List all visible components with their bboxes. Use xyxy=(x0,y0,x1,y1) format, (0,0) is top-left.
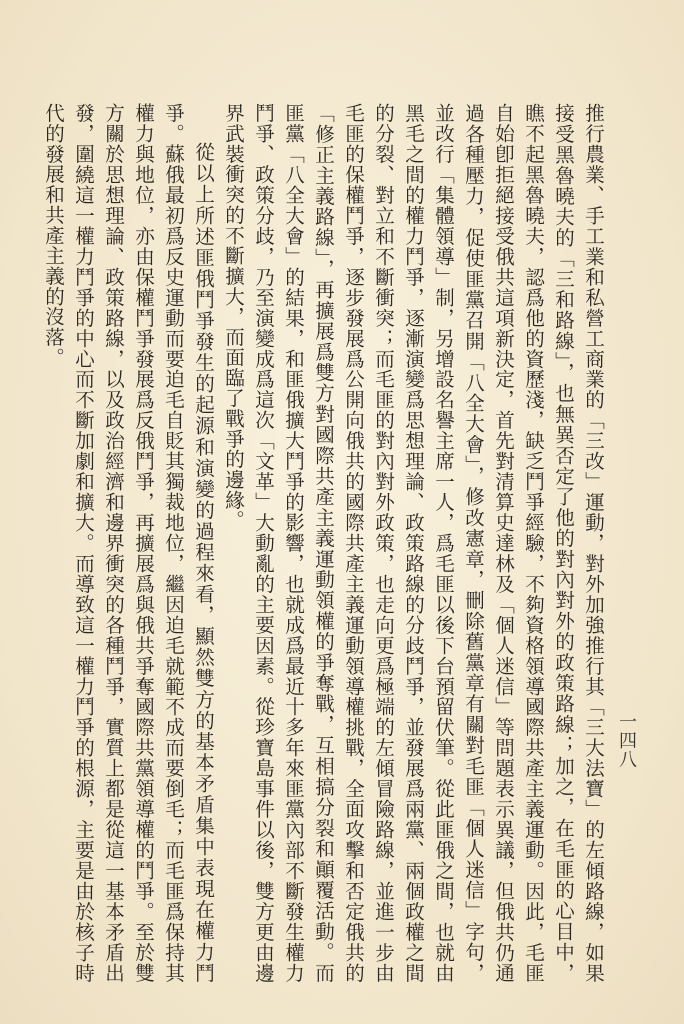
page-number: 一四八 xyxy=(616,712,637,769)
body-text xyxy=(38,103,608,983)
paragraph-2: 從以上所述匪俄鬥爭發生的起源和演變的過程來看，顯然雙方的基本矛盾集中表現在權力鬥爭。蘇俄最初爲反史運動而要迫毛自貶其獨裁地位，繼因迫毛就範不成而要倒毛；而毛匪爲保持其權力與地位，亦由保權鬥爭發展爲反俄鬥爭，再擴展爲與俄共爭奪國際共黨領導權的鬥爭。至於雙方關於思想理論、政策路線，以及政治經濟和邊界衝突的各種鬥爭，實質上都是從這一基本矛盾出發，圍繞這一權力鬥爭的中心而不斷加劇和擴大。而導致這一權力鬥爭的根源，主要是由於核子時代的發展和共產主義的沒落。 xyxy=(42,103,215,983)
paragraph-1: 推行農業、手工業和私營工商業的「三改」運動，對外加強推行其「三大法寶」的左傾路線，如果接受黑魯曉夫的「三和路線」，也無異否定了他的對內對外的政策路線；加之，在毛匪的心目中，瞧不起黑魯曉夫，認爲他的資歷淺，缺乏鬥爭經驗，不夠資格領導國際共產主義運動。因此，毛匪自始卽拒絕接受俄共這項新決定，首先對清算史達林及「個人迷信」等問題表示異議，但俄共仍通過各種壓力，促使匪黨召開「八全大會」，修改憲章，刪除舊黨章有關對毛匪「個人迷信」字句，並改行「集體領導」制，另增設名譽主席一人，爲毛匪以後下台預留伏筆。從此匪俄之間，也就由黑毛之間的權力鬥爭，逐漸演變爲思想理論、政策路線的分歧鬥爭，並發展爲兩黨、兩個政權之間的分裂、對立和不斷衝突；而毛匪的對內對外政策，也走向更爲極端的左傾冒險路線，並進一步由毛匪的保權鬥爭，逐步發展爲公開向俄共的國際共產主義運動領導權挑戰，全面攻擊和否定俄共的「修正主義路線」，再擴展爲雙方對國際共產主義運動領權的爭奪戰，互相搞分裂和顚覆活動。而匪黨「八全大會」的結果，和匪俄擴大鬥爭的影響，也就成爲最近十多年來匪黨內部不斷發生權力鬥爭、政策分歧，乃至演變成爲這次「文革」大動亂的主要因素。從珍寶島事件以後，雙方更由邊界武裝衝突的不斷擴大，而面臨了戰爭的邊緣。 xyxy=(222,103,605,983)
